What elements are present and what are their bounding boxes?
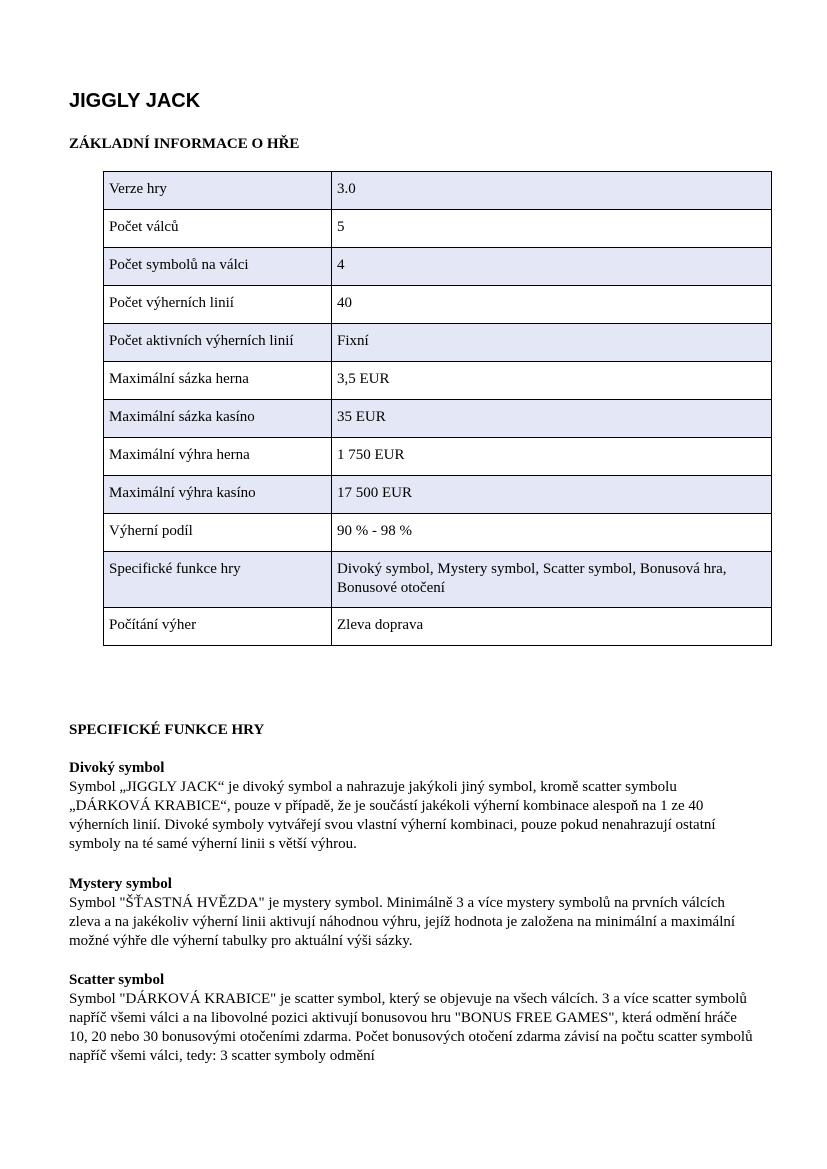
table-row xyxy=(104,248,772,286)
feature-scatter-symbol xyxy=(69,971,759,1066)
row-value: Divoký symbol, Mystery symbol, Scatter symbol, Bonusová hra, Bonusové otočení xyxy=(332,552,772,608)
row-label: Počet výherních linií xyxy=(104,286,332,324)
feature-text: Symbol „JIGGLY JACK“ je divoký symbol a nahrazuje jakýkoli jiný symbol, kromě scatter symbolu „DÁRKOVÁ KRABICE“, pouze v případě, že je součástí jakékoli výherní kombinace alespoň na 1 ze 40 výherních linií. Divoké symboly vytvářejí svou vlastní výherní kombinaci, pouze pokud nenahrazují ostatní symboly na té samé výherní linii s větší výhrou. xyxy=(69,779,716,852)
game-info-table xyxy=(103,171,772,646)
row-value: 5 xyxy=(332,210,772,248)
row-label: Verze hry xyxy=(104,172,332,210)
row-value: 90 % - 98 % xyxy=(332,514,772,552)
table-row xyxy=(104,400,772,438)
row-value: 4 xyxy=(332,248,772,286)
feature-text: Symbol "ŠŤASTNÁ HVĚZDA" je mystery symbol. Minimálně 3 a více mystery symbolů na prvních válcích zleva a na jakékoliv výherní linii aktivují náhodnou výhru, jejíž hodnota je založena na minimální a maximální možné výhře dle výherní tabulky pro aktuální výši sázky. xyxy=(69,895,736,949)
features-heading: SPECIFICKÉ FUNKCE HRY xyxy=(69,722,265,738)
table-row xyxy=(104,286,772,324)
row-label: Maximální sázka herna xyxy=(104,362,332,400)
feature-text: Symbol "DÁRKOVÁ KRABICE" je scatter symbol, který se objevuje na všech válcích. 3 a více scatter symbolů napříč všemi válci a na libovolné pozici aktivují bonusovou hru "BONUS FREE GAMES", která odmění hráče 10, 20 nebo 30 bonusovými otočeními zdarma. Počet bonusových otočení zdarma závisí na počtu scatter symbolů napříč všemi válci, tedy: 3 scatter symboly odmění xyxy=(69,991,753,1064)
feature-title: Mystery symbol xyxy=(69,876,172,892)
row-value: Fixní xyxy=(332,324,772,362)
row-label: Počet aktivních výherních linií xyxy=(104,324,332,362)
row-label: Počet symbolů na válci xyxy=(104,248,332,286)
table-row xyxy=(104,514,772,552)
table-row xyxy=(104,362,772,400)
table-row xyxy=(104,608,772,646)
row-value: 1 750 EUR xyxy=(332,438,772,476)
row-value: 3,5 EUR xyxy=(332,362,772,400)
row-label: Specifické funkce hry xyxy=(104,552,332,608)
table-row xyxy=(104,172,772,210)
feature-wild-symbol xyxy=(69,759,759,854)
table-row xyxy=(104,476,772,514)
row-value: 3.0 xyxy=(332,172,772,210)
page-title: JIGGLY JACK xyxy=(69,90,201,112)
basic-info-heading: ZÁKLADNÍ INFORMACE O HŘE xyxy=(69,136,300,152)
row-value: Zleva doprava xyxy=(332,608,772,646)
table-row xyxy=(104,438,772,476)
row-value: 17 500 EUR xyxy=(332,476,772,514)
table-row xyxy=(104,552,772,608)
feature-title: Scatter symbol xyxy=(69,972,165,988)
row-label: Maximální sázka kasíno xyxy=(104,400,332,438)
row-label: Výherní podíl xyxy=(104,514,332,552)
row-value: 35 EUR xyxy=(332,400,772,438)
row-value: 40 xyxy=(332,286,772,324)
row-label: Počet válců xyxy=(104,210,332,248)
feature-mystery-symbol xyxy=(69,875,759,951)
row-label: Maximální výhra kasíno xyxy=(104,476,332,514)
table-row xyxy=(104,324,772,362)
table-row xyxy=(104,210,772,248)
row-label: Maximální výhra herna xyxy=(104,438,332,476)
row-label: Počítání výher xyxy=(104,608,332,646)
feature-title: Divoký symbol xyxy=(69,760,165,776)
